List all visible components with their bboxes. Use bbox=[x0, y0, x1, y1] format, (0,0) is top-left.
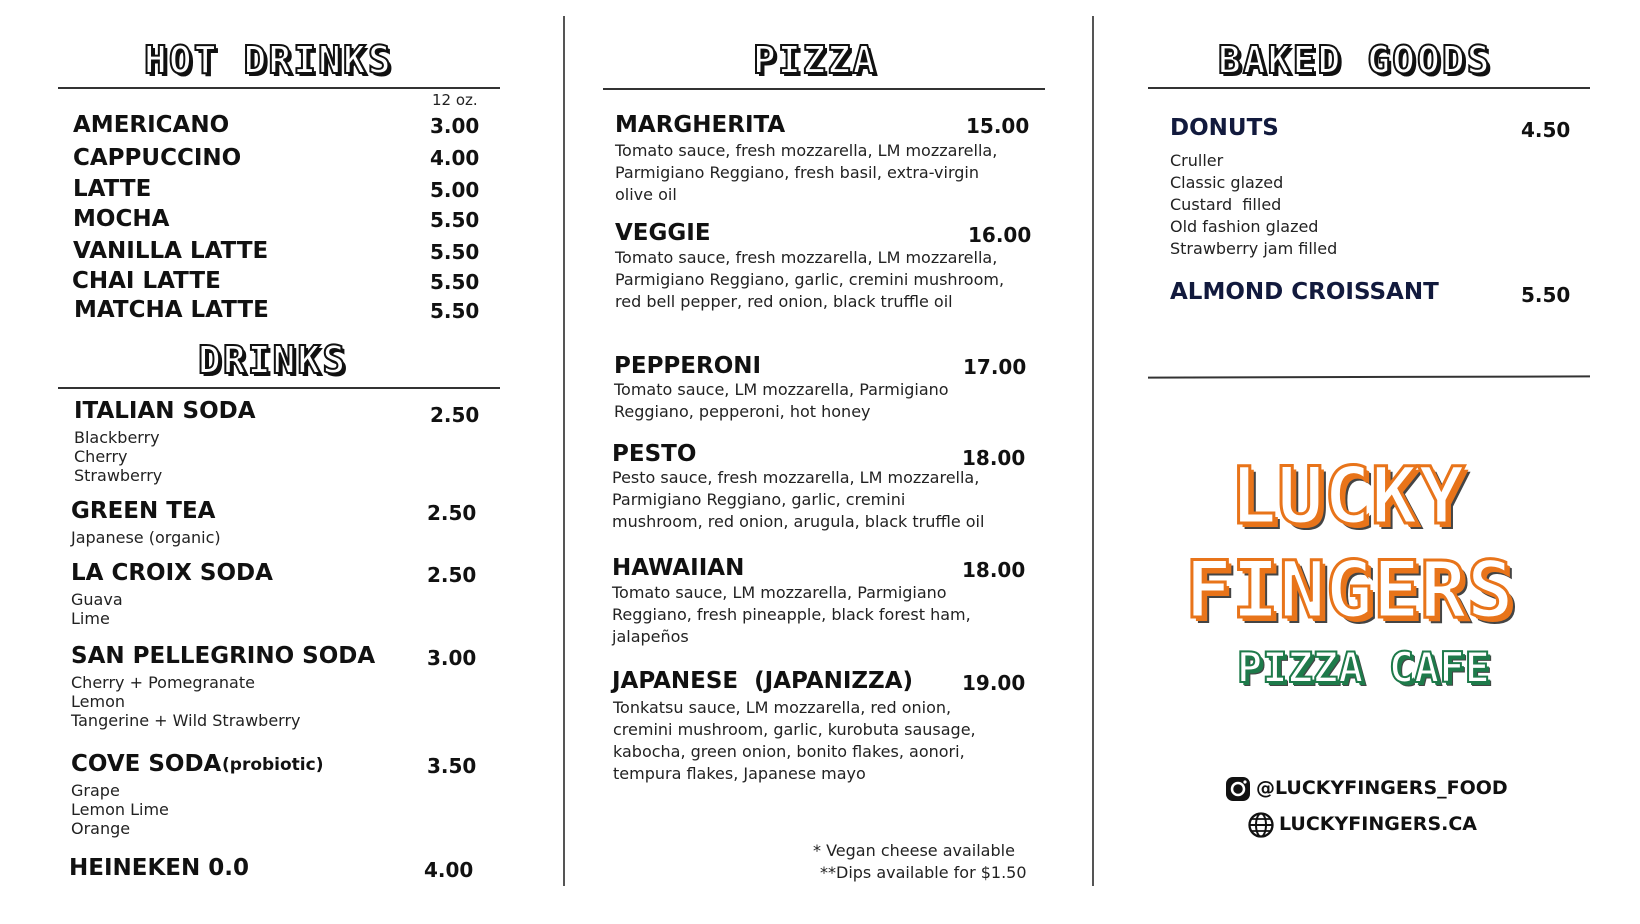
menu-item-options: Guava Lime bbox=[71, 590, 123, 628]
menu-item-note: (probiotic) bbox=[222, 755, 324, 775]
menu-item-name: SAN PELLEGRINO SODA bbox=[71, 643, 376, 669]
menu-item-options: Cruller Classic glazed Custard filled Old fashion glazed Strawberry jam filled bbox=[1170, 151, 1338, 258]
menu-item-price: 19.00 bbox=[962, 671, 1026, 695]
menu-item-price: 5.50 bbox=[430, 270, 480, 294]
drinks-heading: DRINKS bbox=[198, 338, 348, 382]
menu-item-price: 3.00 bbox=[427, 646, 477, 670]
menu-item-description: Tomato sauce, fresh mozzarella, LM mozzarella, Parmigiano Reggiano, fresh basil, extra-virgin olive oil bbox=[615, 141, 998, 204]
menu-item-name: PEPPERONI bbox=[614, 353, 762, 379]
brand-logo-line2: FINGERS bbox=[1185, 546, 1514, 636]
menu-item-name: AMERICANO bbox=[73, 112, 230, 138]
menu-item-price: 17.00 bbox=[963, 355, 1027, 379]
menu-item-description: Tomato sauce, fresh mozzarella, LM mozzarella, Parmigiano Reggiano, garlic, cremini mushroom, red bell pepper, red onion, black truffle oil bbox=[615, 248, 1005, 311]
menu-item-price: 4.50 bbox=[1521, 118, 1571, 142]
menu-item-name: MARGHERITA bbox=[615, 112, 786, 138]
menu-item-price: 5.50 bbox=[1521, 283, 1571, 307]
menu-item-name: MOCHA bbox=[73, 206, 170, 232]
hot-drinks-rule bbox=[58, 87, 500, 89]
globe-icon bbox=[1247, 811, 1275, 839]
menu-item-price: 18.00 bbox=[962, 558, 1026, 582]
menu-item-options: Blackberry Cherry Strawberry bbox=[74, 428, 163, 485]
menu-item-name: VANILLA LATTE bbox=[73, 238, 269, 264]
menu-item-description: Tomato sauce, LM mozzarella, Parmigiano Reggiano, fresh pineapple, black forest ham, jalapeños bbox=[612, 583, 971, 646]
brand-logo-line3: PIZZA CAFE bbox=[1237, 643, 1490, 692]
website-link[interactable]: LUCKYFINGERS.CA bbox=[1279, 813, 1477, 835]
hot-drinks-heading: HOT DRINKS bbox=[144, 38, 393, 82]
menu-item-name: MATCHA LATTE bbox=[74, 297, 269, 323]
instagram-handle[interactable]: @LUCKYFINGERS_FOOD bbox=[1256, 777, 1508, 799]
menu-item-name: VEGGIE bbox=[615, 220, 711, 246]
vegan-note: * Vegan cheese available bbox=[813, 841, 1015, 860]
menu-item-description: Tomato sauce, LM mozzarella, Parmigiano Reggiano, pepperoni, hot honey bbox=[614, 380, 949, 421]
menu-item-name: JAPANESE (JAPANIZZA) bbox=[612, 668, 914, 694]
menu-item-name: LATTE bbox=[73, 176, 152, 202]
menu-item-price: 5.50 bbox=[430, 240, 480, 264]
dips-note: **Dips available for $1.50 bbox=[820, 863, 1027, 882]
menu-item-price: 5.50 bbox=[430, 208, 480, 232]
menu-item-price: 4.00 bbox=[430, 146, 480, 170]
menu-item-price: 5.00 bbox=[430, 178, 480, 202]
menu-item-price: 3.50 bbox=[427, 754, 477, 778]
menu-item-name: DONUTS bbox=[1170, 115, 1279, 141]
size-label: 12 oz. bbox=[432, 91, 478, 109]
menu-item-name: HAWAIIAN bbox=[612, 555, 745, 581]
pizza-rule bbox=[603, 88, 1045, 90]
menu-item-price: 3.00 bbox=[430, 114, 480, 138]
menu-item-name: COVE SODA bbox=[71, 751, 222, 777]
column-divider-right bbox=[1092, 16, 1094, 886]
menu-item-price: 2.50 bbox=[430, 403, 480, 427]
menu-item-options: Cherry + Pomegranate Lemon Tangerine + Wild Strawberry bbox=[71, 673, 301, 730]
menu-item-price: 16.00 bbox=[968, 223, 1032, 247]
menu-item-name: CAPPUCCINO bbox=[73, 145, 242, 171]
menu-item-options: Japanese (organic) bbox=[71, 528, 221, 547]
menu-item-price: 18.00 bbox=[962, 446, 1026, 470]
brand-logo-line1: LUCKY bbox=[1230, 452, 1465, 542]
menu-item-name: PESTO bbox=[612, 441, 697, 467]
baked-goods-bottom-rule bbox=[1148, 375, 1590, 378]
baked-goods-rule bbox=[1148, 87, 1590, 89]
drinks-rule bbox=[58, 387, 500, 389]
menu-item-name: HEINEKEN 0.0 bbox=[69, 855, 250, 881]
instagram-icon bbox=[1224, 775, 1252, 803]
menu-item-name: ITALIAN SODA bbox=[74, 398, 256, 424]
menu-item-description: Tonkatsu sauce, LM mozzarella, red onion, cremini mushroom, garlic, kurobuta sausage, kabocha, green onion, bonito flakes, aonori, tempura flakes, Japanese mayo bbox=[613, 698, 976, 783]
menu-item-name: LA CROIX SODA bbox=[71, 560, 273, 586]
menu-item-price: 4.00 bbox=[424, 858, 474, 882]
menu-item-price: 15.00 bbox=[966, 114, 1030, 138]
menu-item-options: Grape Lemon Lime Orange bbox=[71, 781, 169, 838]
baked-goods-heading: BAKED GOODS bbox=[1218, 38, 1492, 82]
menu-item-price: 5.50 bbox=[430, 299, 480, 323]
menu-item-description: Pesto sauce, fresh mozzarella, LM mozzarella, Parmigiano Reggiano, garlic, cremini mushroom, red onion, arugula, black truffle oil bbox=[612, 468, 985, 531]
menu-item-price: 2.50 bbox=[427, 563, 477, 587]
pizza-heading: PIZZA bbox=[753, 38, 878, 82]
column-divider-left bbox=[563, 16, 565, 886]
menu-item-name: CHAI LATTE bbox=[72, 268, 221, 294]
menu-item-name: ALMOND CROISSANT bbox=[1170, 279, 1439, 305]
menu-item-name: GREEN TEA bbox=[71, 498, 216, 524]
menu-item-price: 2.50 bbox=[427, 501, 477, 525]
